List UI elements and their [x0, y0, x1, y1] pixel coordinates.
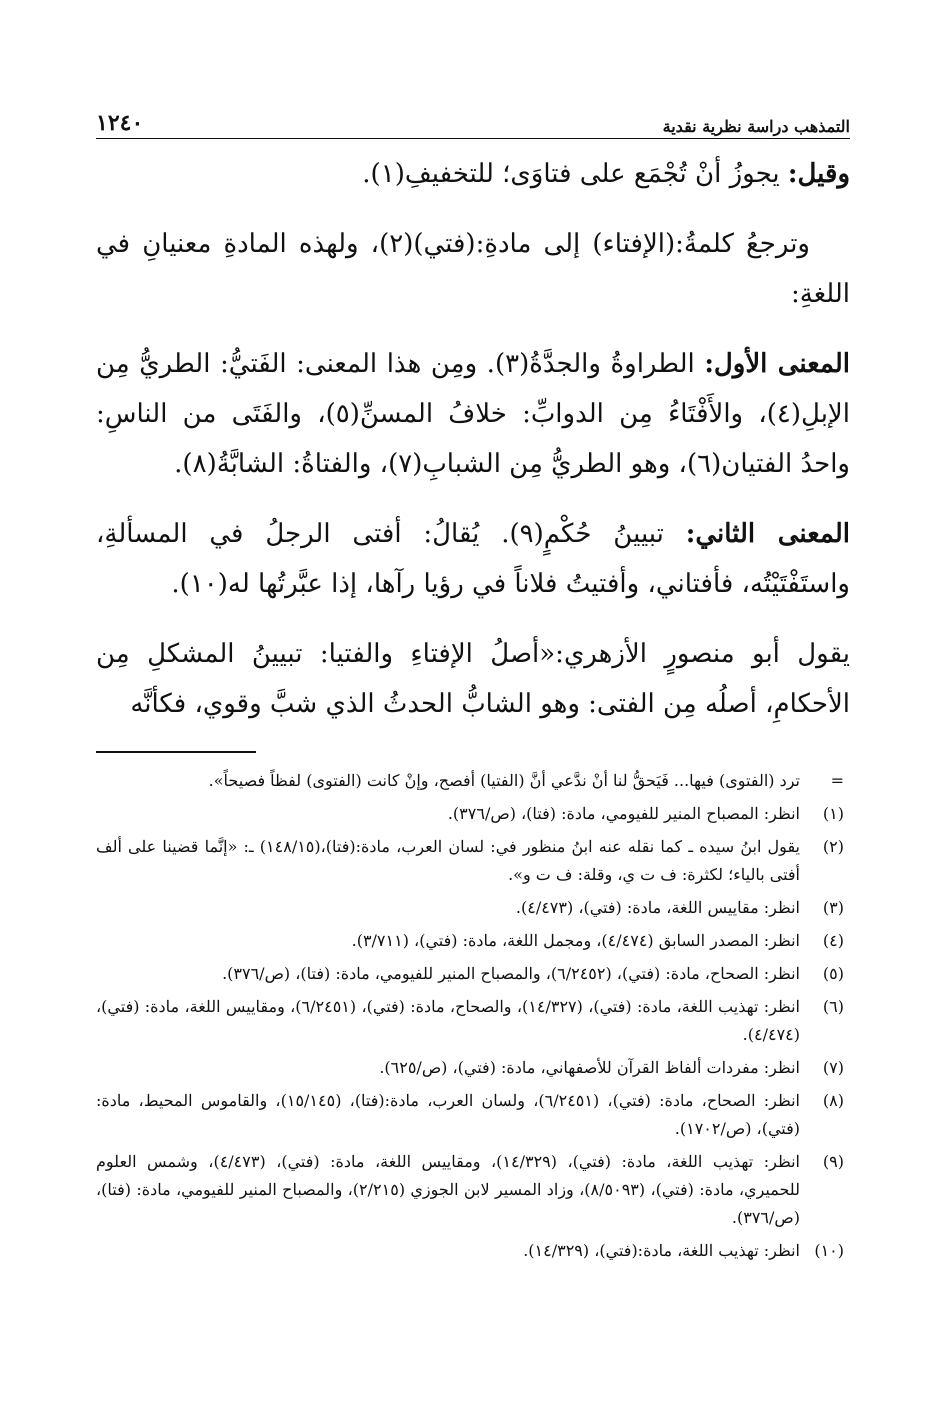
paragraph-text: الطراوةُ والجدَّةُ(٣). ومِن هذا المعنى: الفَتيُّ: الطريُّ مِن الإبلِ(٤)، والأَفْتَاءُ مِن الدوابِّ: خلافُ المسنِّ(٥)، والفَتَى من الناسِ: واحدُ الفتيان(٦)، وهو الطريُّ مِن الشبابِ(٧)، والفتاةُ: الشابَّةُ(٨).	[96, 349, 850, 479]
footnote-number: (١٠)	[814, 1240, 844, 1260]
footnote	[96, 833, 850, 889]
book-page	[96, 96, 850, 1270]
footnote-number: (٢)	[822, 836, 844, 856]
paragraph	[96, 509, 850, 609]
footnote-number: (٤)	[822, 930, 844, 950]
paragraph	[96, 629, 850, 729]
footnote	[96, 1087, 850, 1143]
footnote-text: انظر: تهذيب اللغة، مادة: (فتي)، (١٤/٣٢٩)، ومقاييس اللغة، مادة: (فتي)، (٤/٤٧٣)، وشمس العلوم للحميري، مادة: (فتي)، (٨/٥٠٩٣)، وزاد المسير لابن الجوزي (٢/٢١٥)، والمصباح المنير للفيومي، مادة: (فتا)، (ص/٣٧٦).	[96, 1151, 800, 1227]
page-header	[96, 96, 850, 139]
footnote	[96, 993, 850, 1049]
paragraph-lead: وقيل:	[787, 159, 850, 189]
paragraph	[96, 149, 850, 199]
paragraph	[96, 219, 850, 319]
footnote-text: انظر: الصحاح، مادة: (فتي)، (٦/٢٤٥١)، ولسان العرب، مادة:(فتا)، (١٥/١٤٥)، والقاموس المحيط، مادة: (فتي)، (ص/١٧٠٢).	[96, 1090, 800, 1138]
footnote-text: انظر: مقاييس اللغة، مادة: (فتي)، (٤/٤٧٣).	[515, 897, 800, 917]
footnote-text: انظر: المصدر السابق (٤/٤٧٤)، ومجمل اللغة، مادة: (فتي)، (٣/٧١١).	[351, 930, 800, 950]
footnote-number: =	[830, 770, 844, 790]
footnote-text: انظر: مفردات ألفاظ القرآن للأصفهاني، مادة: (فتي)، (ص/٦٢٥).	[379, 1057, 800, 1077]
paragraph-text: يقول أبو منصورٍ الأزهري:«أصلُ الإفتاءِ والفتيا: تبيينُ المشكلِ مِن الأحكامِ، أصلُه مِن الفتى: وهو الشابُّ الحدثُ الذي شبَّ وقوي، فكأنَّه	[96, 639, 850, 719]
paragraph-text: وترجعُ كلمةُ:(الإفتاء) إلى مادةِ:(فتي)(٢)، ولهذه المادةِ معنيانِ في اللغةِ:	[96, 229, 850, 309]
footnote	[96, 894, 850, 922]
footnote-text: ترد (الفتوى) فيها... فَيَحقُّ لنا أنْ ندَّعي أنَّ (الفتيا) أفصح، وإنْ كانت (الفتوى) لفظاً فصيحاً».	[208, 770, 800, 790]
paragraph	[96, 339, 850, 489]
footnote-number: (١)	[822, 803, 844, 823]
running-title: التمذهب دراسة نظرية نقدية	[662, 117, 850, 136]
footnote-number: (٣)	[822, 897, 844, 917]
paragraph-text: يجوزُ أنْ تُجْمَع على فتاوَى؛ للتخفيفِ(١).	[362, 159, 788, 189]
footnote	[96, 767, 850, 795]
footnote-text: يقول ابنُ سيده ـ كما نقله عنه ابنُ منظور في: لسان العرب، مادة:(فتا)،(١٤٨/١٥) ـ: «إنَّما قضينا على ألف أفتى بالياء؛ لكثرة: ف ت ي، وقلة: ف ت و».	[96, 836, 800, 884]
footnote-text: انظر: الصحاح، مادة: (فتي)، (٦/٢٤٥٢)، والمصباح المنير للفيومي، مادة: (فتا)، (ص/٣٧٦).	[222, 963, 800, 983]
page-number: ١٢٤٠	[96, 110, 144, 136]
footnote-number: (٩)	[822, 1151, 844, 1171]
footnotes	[96, 767, 850, 1265]
footnote	[96, 1054, 850, 1082]
paragraph-lead: المعنى الأول:	[704, 349, 850, 379]
footnote	[96, 927, 850, 955]
footnote-text: انظر: تهذيب اللغة، مادة:(فتي)، (١٤/٣٢٩).	[523, 1240, 800, 1260]
footnote	[96, 1237, 850, 1265]
footnote-separator	[96, 751, 256, 753]
main-text	[96, 149, 850, 729]
footnote-number: (٨)	[822, 1090, 844, 1110]
footnote-number: (٧)	[822, 1057, 844, 1077]
footnote-number: (٥)	[822, 963, 844, 983]
footnote	[96, 1148, 850, 1232]
footnote	[96, 800, 850, 828]
footnote-number: (٦)	[822, 996, 844, 1016]
footnote-text: انظر: المصباح المنير للفيومي، مادة: (فتا)، (ص/٣٧٦).	[447, 803, 800, 823]
footnote-text: انظر: تهذيب اللغة، مادة: (فتي)، (١٤/٣٢٧)، والصحاح، مادة: (فتي)، (٦/٢٤٥١)، ومقاييس اللغة، مادة: (فتي)، (٤/٤٧٤).	[96, 996, 801, 1044]
paragraph-lead: المعنى الثاني:	[685, 519, 850, 549]
footnote	[96, 960, 850, 988]
paragraph-text: تبيينُ حُكْمٍ(٩). يُقالُ: أفتى الرجلُ في المسألةِ، واستَفْتَيْتُه، فأفتاني، وأفتيتُ فلاناً في رؤيا رآها، إذا عبَّرتُها له(١٠).	[96, 519, 850, 599]
